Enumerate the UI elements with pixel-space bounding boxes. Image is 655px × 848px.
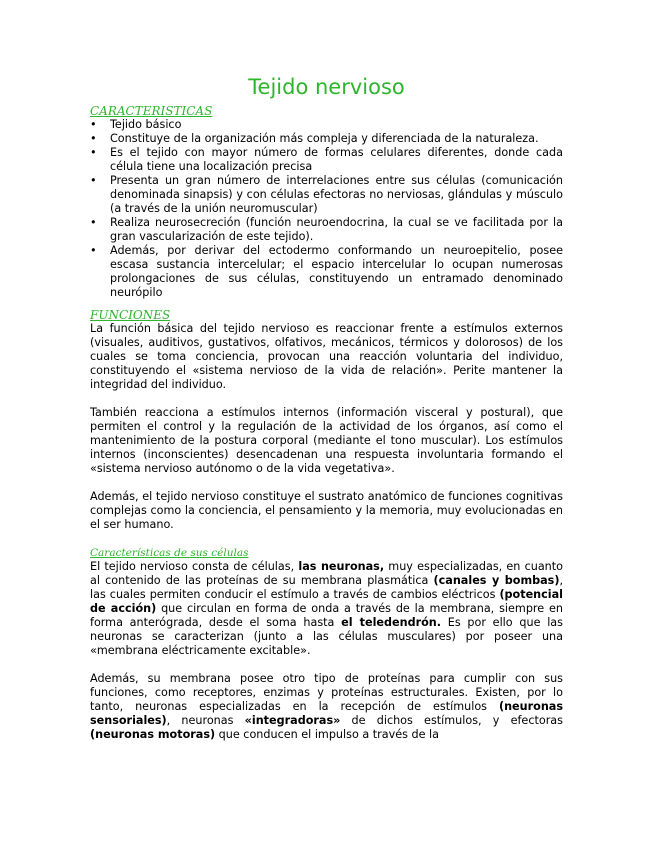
list-item-text: Es el tejido con mayor número de formas celulares diferentes, donde cada célula tiene una localización precisa <box>110 146 563 173</box>
list-item-text: Además, por derivar del ectodermo conformando un neuroepitelio, posee escasa sustancia intercelular; el espacio intercelular lo ocupan numerosas prolongaciones de sus células, constituyendo un entramado denominado neurópilo <box>110 244 563 299</box>
list-item-text: Presenta un gran número de interrelaciones entre sus células (comunicación denominada sinapsis) y con células efectoras no nerviosas, glándulas y músculo (a través de la unión neuromuscular) <box>110 174 563 215</box>
list-item-text: Realiza neurosecreción (función neuroendocrina, la cual se ve facilitada por la gran vascularización de este tejido). <box>110 216 563 243</box>
funciones-paragraph-3: Además, el tejido nervioso constituye el sustrato anatómico de funciones cognitivas complejas como la conciencia, el pensamiento y la memoria, muy evolucionadas en el ser humano. <box>90 490 563 531</box>
list-item <box>90 132 563 146</box>
text-run: muy especializadas, en cuanto al contenido de las proteínas de su membrana plasmática <box>90 560 563 587</box>
text-run: , neuronas <box>166 714 245 727</box>
text-run: El tejido nervioso consta de células, <box>90 560 299 573</box>
bullet-icon: • <box>90 244 97 257</box>
text-run: Es por ello que las neuronas se caracterizan (junto a las células musculares) por poseer una «membrana eléctricamente excitable». <box>90 616 563 657</box>
text-run: de dichos estímulos, y efectoras <box>340 714 563 727</box>
bullet-icon: • <box>90 118 97 131</box>
bold-term: «integradoras» <box>244 714 341 727</box>
text-run: Además, su membrana posee otro tipo de proteínas para cumplir con sus funciones, como receptores, enzimas y proteínas estructurales. Existen, por lo tanto, neuronas especializadas en la recepción de estímulos <box>90 672 563 713</box>
bold-term: (neuronas sensoriales) <box>90 700 563 727</box>
bold-term: el teledendrón. <box>341 616 441 629</box>
bullet-icon: • <box>90 174 97 187</box>
list-item-text: Constituye de la organización más compleja y diferenciada de la naturaleza. <box>110 132 539 145</box>
list-item <box>90 146 563 174</box>
list-item <box>90 118 563 132</box>
bullet-icon: • <box>90 132 97 145</box>
document-title: Tejido nervioso <box>248 75 405 99</box>
celulas-paragraph-2 <box>90 672 563 742</box>
caracteristicas-list <box>90 118 563 300</box>
funciones-paragraph-2: También reacciona a estímulos internos (información visceral y postural), que permiten el control y la regulación de la actividad de los órganos, así como el mantenimiento de la postura corporal (mediante el tono muscular). Los estímulos internos (inconscientes) desencadenan una respuesta involuntaria formando el «sistema nervioso autónomo o de la vida vegetativa». <box>90 406 563 475</box>
text-run: , las cuales permiten conducir el estímulo a través de cambios eléctricos <box>90 574 564 601</box>
list-item <box>90 244 563 300</box>
text-run: que conducen el impulso a través de la <box>215 728 440 741</box>
bullet-icon: • <box>90 146 97 159</box>
document-page <box>90 74 563 742</box>
list-item-text: Tejido básico <box>110 118 182 131</box>
bold-term: (neuronas motoras) <box>90 728 216 741</box>
list-item <box>90 216 563 244</box>
bold-term: las neuronas, <box>298 560 385 573</box>
list-item <box>90 174 563 216</box>
bullet-icon: • <box>90 216 97 229</box>
celulas-heading: Características de sus células <box>90 547 249 559</box>
caracteristicas-heading: CARACTERISTICAS <box>90 104 213 118</box>
bold-term: (canales y bombas) <box>433 574 560 587</box>
funciones-paragraph-1: La función básica del tejido nervioso es reaccionar frente a estímulos externos (visuales, auditivos, gustativos, olfativos, mecánicos, térmicos y dolorosos) de los cuales se toma conciencia, provocan una reacción voluntaria del individuo, constituyendo el «sistema nervioso de la vida de relación». Perite mantener la integridad del individuo. <box>90 322 563 391</box>
text-run: que circulan en forma de onda a través de la membrana, siempre en forma anterógrada, desde el soma hasta <box>90 602 564 629</box>
funciones-heading: FUNCIONES <box>90 308 171 322</box>
bold-term: (potencial de acción) <box>90 588 563 615</box>
celulas-paragraph-1 <box>90 560 563 658</box>
